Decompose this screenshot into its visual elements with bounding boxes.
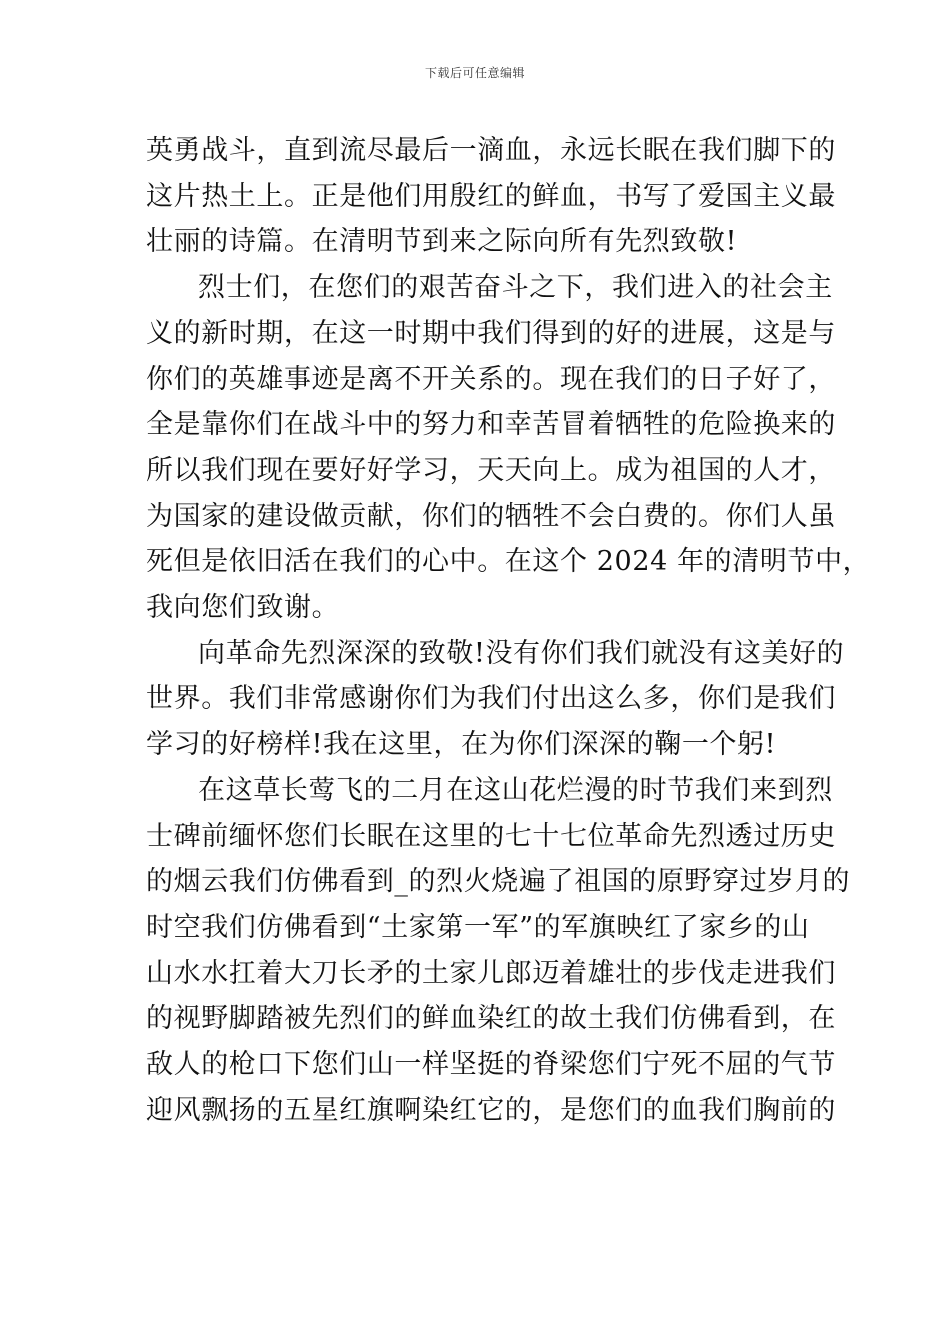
paragraph-first-line: 向革命先烈深深的致敬!没有你们我们就没有这美好的	[198, 637, 845, 669]
text-line: 迎风飘扬的五星红旗啊染红它的，是您们的血我们胸前的	[146, 1094, 836, 1126]
document-body	[146, 128, 871, 1133]
paragraph-first-line: 烈士们，在您们的艰苦奋斗之下，我们进入的社会主	[198, 272, 833, 304]
text-line: 学习的好榜样!我在这里，在为你们深深的鞠一个躬!	[146, 729, 777, 761]
text-line: 的视野脚踏被先烈们的鲜血染红的故土我们仿佛看到，在	[146, 1003, 836, 1035]
text-line: 所以我们现在要好好学习，天天向上。成为祖国的人才，	[146, 454, 836, 486]
text-line: 士碑前缅怀您们长眠在这里的七十七位革命先烈透过历史	[146, 820, 836, 852]
text-line: 我向您们致谢。	[146, 592, 340, 624]
text-line: 义的新时期，在这一时期中我们得到的好的进展，这是与	[146, 317, 836, 349]
text-line: 时空我们仿佛看到“土家第一军”的军旗映红了家乡的山	[146, 911, 810, 943]
text-line: 死但是依旧活在我们的心中。在这个 2024 年的清明节中，	[146, 546, 871, 578]
page-header: 下载后可任意编辑	[424, 66, 525, 80]
text-line: 你们的英雄事迹是离不开关系的。现在我们的日子好了，	[146, 363, 836, 395]
text-line: 为国家的建设做贡献，你们的牺牲不会白费的。你们人虽	[146, 500, 836, 532]
text-line: 全是靠你们在战斗中的努力和幸苦冒着牺牲的危险换来的	[146, 409, 836, 441]
text-line: 山水水扛着大刀长矛的土家儿郎迈着雄壮的步伐走进我们	[146, 957, 836, 989]
text-line: 的烟云我们仿佛看到_的烈火烧遍了祖国的原野穿过岁月的	[146, 866, 851, 898]
text-line: 敌人的枪口下您们山一样坚挺的脊梁您们宁死不屈的气节	[146, 1049, 836, 1081]
text-line: 壮丽的诗篇。在清明节到来之际向所有先烈致敬!	[146, 226, 738, 258]
text-line: 这片热土上。正是他们用殷红的鲜血，书写了爱国主义最	[146, 180, 836, 212]
text-line: 英勇战斗，直到流尽最后一滴血，永远长眠在我们脚下的	[146, 135, 836, 166]
text-line: 世界。我们非常感谢你们为我们付出这么多，你们是我们	[146, 683, 836, 715]
paragraph-first-line: 在这草长莺飞的二月在这山花烂漫的时节我们来到烈	[198, 774, 833, 806]
